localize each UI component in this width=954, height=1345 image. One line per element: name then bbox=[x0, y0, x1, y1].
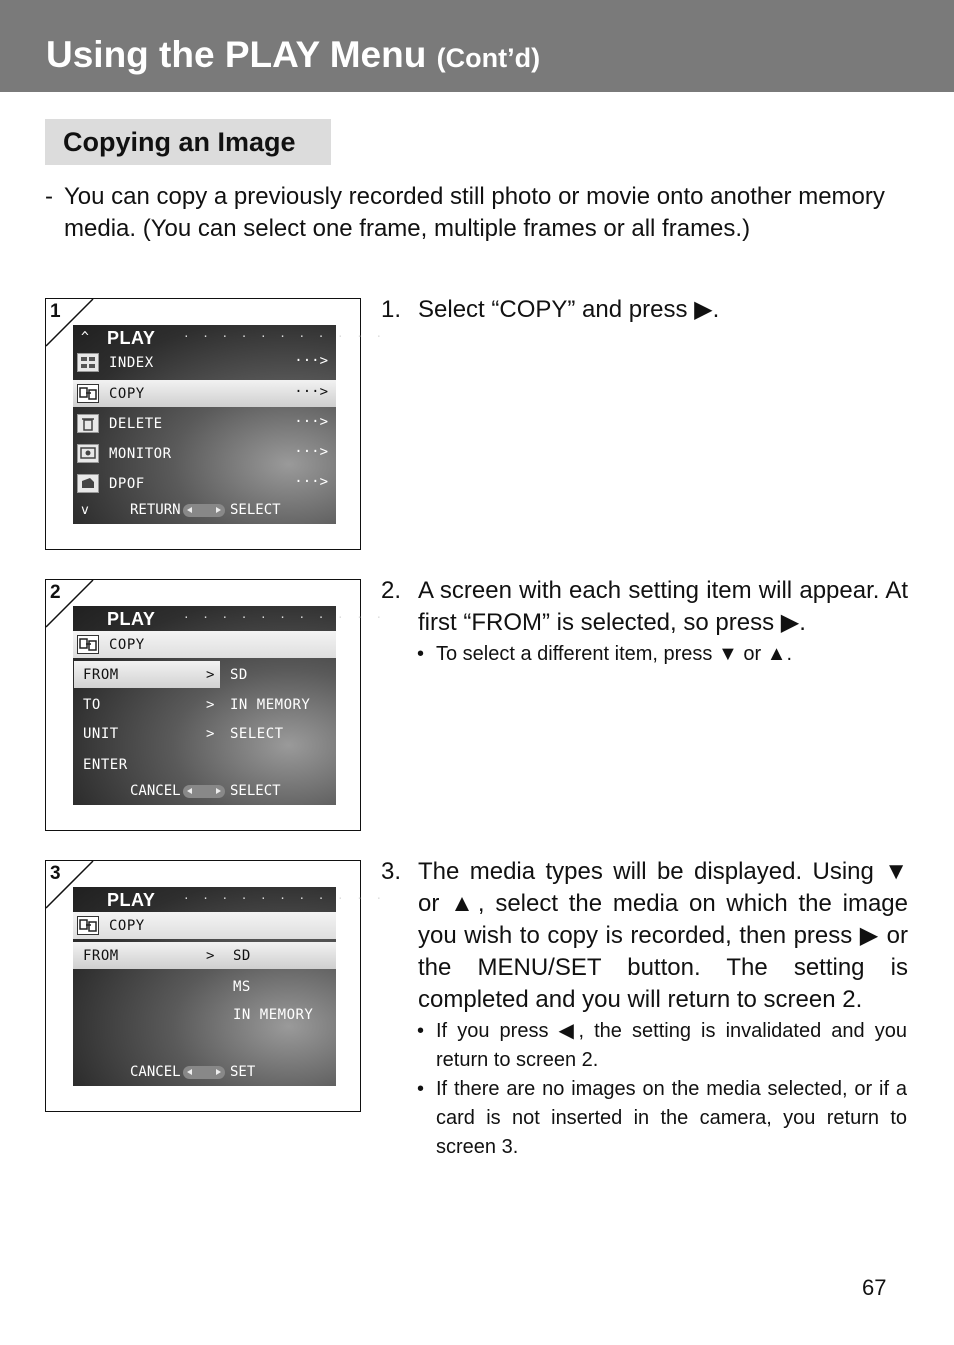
bullet-icon: • bbox=[417, 1078, 425, 1100]
menu-item-delete[interactable] bbox=[73, 410, 336, 437]
copy-header-row bbox=[73, 912, 336, 939]
dpad-left-right-icon bbox=[183, 1066, 225, 1079]
menu-item-label: MONITOR bbox=[109, 446, 172, 462]
intro-text: You can copy a previously recorded still photo or movie onto another memory media. (You can select one frame, multiple frames or all frames.) bbox=[64, 183, 885, 242]
camera-lcd-screen bbox=[73, 606, 386, 805]
step-text: A screen with each setting item will appear. At first “FROM” is selected, so press ▶. bbox=[418, 577, 908, 636]
page-dots: · · · · · · · · · · · bbox=[183, 330, 386, 343]
screen-footer bbox=[73, 781, 336, 803]
menu-arrow-icon: ···> bbox=[294, 353, 328, 369]
menu-title: PLAY bbox=[107, 609, 156, 629]
from-row-selected[interactable] bbox=[73, 942, 336, 969]
copy-header-label: COPY bbox=[109, 637, 145, 653]
scroll-up-icon: ^ bbox=[81, 330, 89, 345]
bullet-icon: • bbox=[417, 643, 425, 665]
footer-left-label: RETURN bbox=[130, 502, 181, 518]
step-text: Select “COPY” and press ▶. bbox=[418, 296, 720, 323]
menu-item-label: DPOF bbox=[109, 476, 145, 492]
setting-value-to: IN MEMORY bbox=[230, 697, 311, 713]
camera-lcd-screen bbox=[73, 325, 386, 524]
menu-arrow-icon: ···> bbox=[294, 474, 328, 490]
page-dots: · · · · · · · · · · · bbox=[183, 892, 386, 905]
title-text: Using the PLAY Menu bbox=[46, 34, 427, 75]
step-number: 3. bbox=[381, 858, 402, 885]
bullet-text: If there are no images on the media selected, or if a card is not inserted in the camera, you return to screen 3. bbox=[436, 1078, 907, 1158]
figure-number: 2 bbox=[50, 582, 61, 603]
setting-key-to[interactable]: TO bbox=[83, 697, 101, 713]
menu-title: PLAY bbox=[107, 890, 156, 910]
dpad-left-right-icon bbox=[183, 785, 225, 798]
chevron-right-icon: > bbox=[206, 726, 215, 742]
menu-item-copy[interactable] bbox=[73, 380, 336, 407]
chevron-right-icon: > bbox=[206, 948, 215, 964]
copy-header-row bbox=[73, 631, 336, 658]
screen-figure-3 bbox=[45, 860, 386, 1112]
section-title: Copying an Image bbox=[63, 127, 296, 157]
bullet-text: If you press ◀, the setting is invalidated and you return to screen 2. bbox=[436, 1020, 907, 1071]
page-dots: · · · · · · · · · · · bbox=[183, 611, 386, 624]
screen-footer bbox=[73, 1062, 336, 1084]
footer-right-label: SELECT bbox=[230, 783, 281, 799]
media-option-sd[interactable]: SD bbox=[233, 948, 251, 964]
step-number: 1. bbox=[381, 296, 402, 323]
scroll-down-icon: v bbox=[81, 503, 89, 518]
media-option-ms[interactable]: MS bbox=[233, 979, 251, 995]
bullet-icon: • bbox=[417, 1020, 425, 1042]
copy-icon bbox=[77, 635, 99, 654]
menu-arrow-icon: ···> bbox=[294, 444, 328, 460]
setting-value-unit: SELECT bbox=[230, 726, 284, 742]
footer-right-label: SET bbox=[230, 1064, 256, 1080]
menu-item-dpof[interactable] bbox=[73, 470, 336, 497]
menu-item-monitor[interactable] bbox=[73, 440, 336, 467]
setting-key-from: FROM bbox=[83, 948, 119, 964]
page-header bbox=[0, 0, 954, 92]
page-title bbox=[46, 34, 540, 76]
footer-left-label: CANCEL bbox=[130, 1064, 181, 1080]
setting-key-enter[interactable]: ENTER bbox=[83, 757, 128, 773]
copy-header-label: COPY bbox=[109, 918, 145, 934]
section-heading bbox=[45, 119, 331, 165]
screen-figure-1 bbox=[45, 298, 386, 550]
page-number: 67 bbox=[862, 1275, 887, 1300]
camera-lcd-screen bbox=[73, 887, 386, 1086]
footer-right-label: SELECT bbox=[230, 502, 281, 518]
menu-item-index[interactable] bbox=[73, 349, 336, 376]
menu-item-label: INDEX bbox=[109, 355, 154, 371]
footer-left-label: CANCEL bbox=[130, 783, 181, 799]
print-icon bbox=[77, 474, 99, 493]
copy-icon bbox=[77, 916, 99, 935]
step-number: 2. bbox=[381, 577, 402, 604]
step-text: The media types will be displayed. Using ▼ or ▲, select the media on which the image you wish to copy is recorded, then press ▶ or the MENU/SET button. The setting is completed and you will return to screen 2. bbox=[418, 858, 908, 1013]
setting-key-from[interactable]: FROM bbox=[83, 667, 119, 683]
intro-dash: - bbox=[45, 183, 53, 210]
screen-figure-2 bbox=[45, 579, 386, 831]
copy-icon bbox=[77, 384, 99, 403]
index-icon bbox=[77, 353, 99, 372]
bullet-text: To select a different item, press ▼ or ▲. bbox=[436, 643, 793, 665]
media-option-in-memory[interactable]: IN MEMORY bbox=[233, 1007, 314, 1023]
trash-icon bbox=[77, 414, 99, 433]
monitor-icon bbox=[77, 444, 99, 463]
menu-item-label: COPY bbox=[109, 386, 145, 402]
dpad-left-right-icon bbox=[183, 504, 225, 517]
chevron-right-icon: > bbox=[206, 697, 215, 713]
figure-number: 3 bbox=[50, 863, 61, 884]
setting-value-from: SD bbox=[230, 667, 248, 683]
setting-key-unit[interactable]: UNIT bbox=[83, 726, 119, 742]
figure-number: 1 bbox=[50, 301, 61, 322]
menu-arrow-icon: ···> bbox=[294, 414, 328, 430]
chevron-right-icon: > bbox=[206, 667, 215, 683]
title-subtitle: (Cont’d) bbox=[436, 43, 541, 73]
menu-title: PLAY bbox=[107, 328, 156, 348]
menu-item-label: DELETE bbox=[109, 416, 163, 432]
menu-arrow-icon: ···> bbox=[294, 384, 328, 400]
screen-footer bbox=[73, 500, 336, 522]
